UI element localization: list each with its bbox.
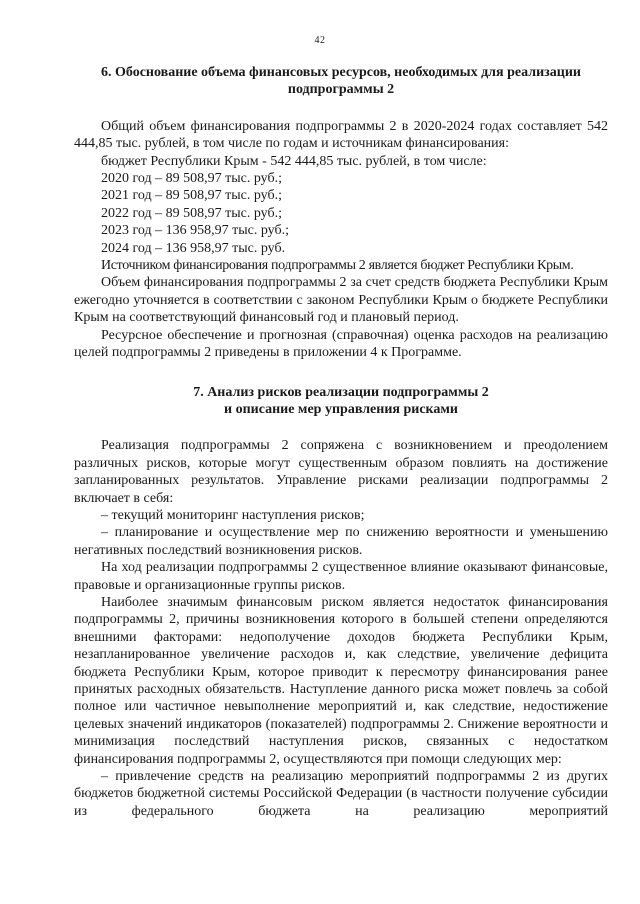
section-7-paragraph-groups: На ход реализации подпрограммы 2 существенное влияние оказывают финансовые, правовые и организационные группы рисков. bbox=[74, 560, 608, 593]
section-6-source-line: Источником финансирования подпрограммы 2 является бюджет Республики Крым. bbox=[101, 258, 574, 274]
year-line-2020: 2020 год – 89 508,97 тыс. руб.; bbox=[101, 171, 282, 187]
section-7-dash-funding: – привлечение средств на реализацию мероприятий подпрограммы 2 из других бюджетов бюджетной системы Российской Федерации (в частности получение субсидии из федерального бюджета на реализацию мероприятий bbox=[74, 769, 608, 819]
section-6-paragraph-resource: Ресурсное обеспечение и прогнозная (справочная) оценка расходов на реализацию целей подпрограммы 2 приведены в приложении 4 к Программе. bbox=[74, 327, 608, 361]
year-line-2022: 2022 год – 89 508,97 тыс. руб.; bbox=[101, 205, 282, 221]
section-7-title-line2: и описание мер управления рисками bbox=[224, 401, 458, 417]
section-7 bbox=[74, 384, 608, 821]
page-content bbox=[74, 64, 608, 820]
section-6-heading bbox=[74, 64, 608, 99]
section-7-paragraph-financial-risk: Наиболее значимым финансовым риском является недостаток финансирования подпрограммы 2, причины возникновения которого в большей степени определяются внешними факторами: недополучение доходов бюджета Республики Крым, незапланированное увеличение расходов и, как следствие, увеличение дефицита бюджета Республики Крым, которое приводит к пересмотру финансирования ранее принятых расходных обязательств. Наступление данного риска может повлечь за собой полное или частичное невыполнение мероприятий и, как следствие, недостижение целевых значений индикаторов (показателей) подпрограммы 2. Снижение вероятности и минимизация последствий наступления рисков, связанных с недостатком финансирования подпрограммы 2, осуществляются при помощи следующих мер: bbox=[74, 594, 608, 767]
year-line-2023: 2023 год – 136 958,97 тыс. руб.; bbox=[101, 223, 289, 239]
year-line-2021: 2021 год – 89 508,97 тыс. руб.; bbox=[101, 188, 282, 204]
section-7-dash-planning: – планирование и осуществление мер по снижению вероятности и уменьшению негативных последствий возникновения рисков. bbox=[74, 525, 608, 558]
section-7-paragraph-intro: Реализация подпрограммы 2 сопряжена с возникновением и преодолением различных рисков, которые могут существенным образом повлиять на достижение запланированных результатов. Управление рисками реализации подпрограммы 2 включает в себя: bbox=[74, 438, 608, 506]
section-6-title-line2: подпрограммы 2 bbox=[287, 82, 395, 98]
section-6-budget-line: бюджет Республики Крым - 542 444,85 тыс. рублей, в том числе: bbox=[101, 153, 487, 169]
page-number: 42 bbox=[314, 35, 326, 46]
section-7-heading bbox=[74, 384, 608, 419]
section-6-paragraph-volume: Объем финансирования подпрограммы 2 за счет средств бюджета Республики Крым ежегодно уточняется в соответствии с законом Республики Крым о бюджете Республики Крым на соответствующий финансовый год и плановый период. bbox=[74, 275, 608, 326]
section-6 bbox=[74, 64, 608, 362]
section-7-title-line1: 7. Анализ рисков реализации подпрограммы 2 bbox=[193, 384, 489, 400]
section-7-dash-monitoring: – текущий мониторинг наступления рисков; bbox=[101, 507, 365, 523]
section-6-paragraph-total: Общий объем финансирования подпрограммы 2 в 2020-2024 годах составляет 542 444,85 тыс. рублей, в том числе по годам и источникам финансирования: bbox=[74, 118, 608, 152]
section-6-title-line1: 6. Обоснование объема финансовых ресурсов, необходимых для реализации bbox=[101, 65, 581, 80]
year-line-2024: 2024 год – 136 958,97 тыс. руб. bbox=[101, 240, 286, 256]
